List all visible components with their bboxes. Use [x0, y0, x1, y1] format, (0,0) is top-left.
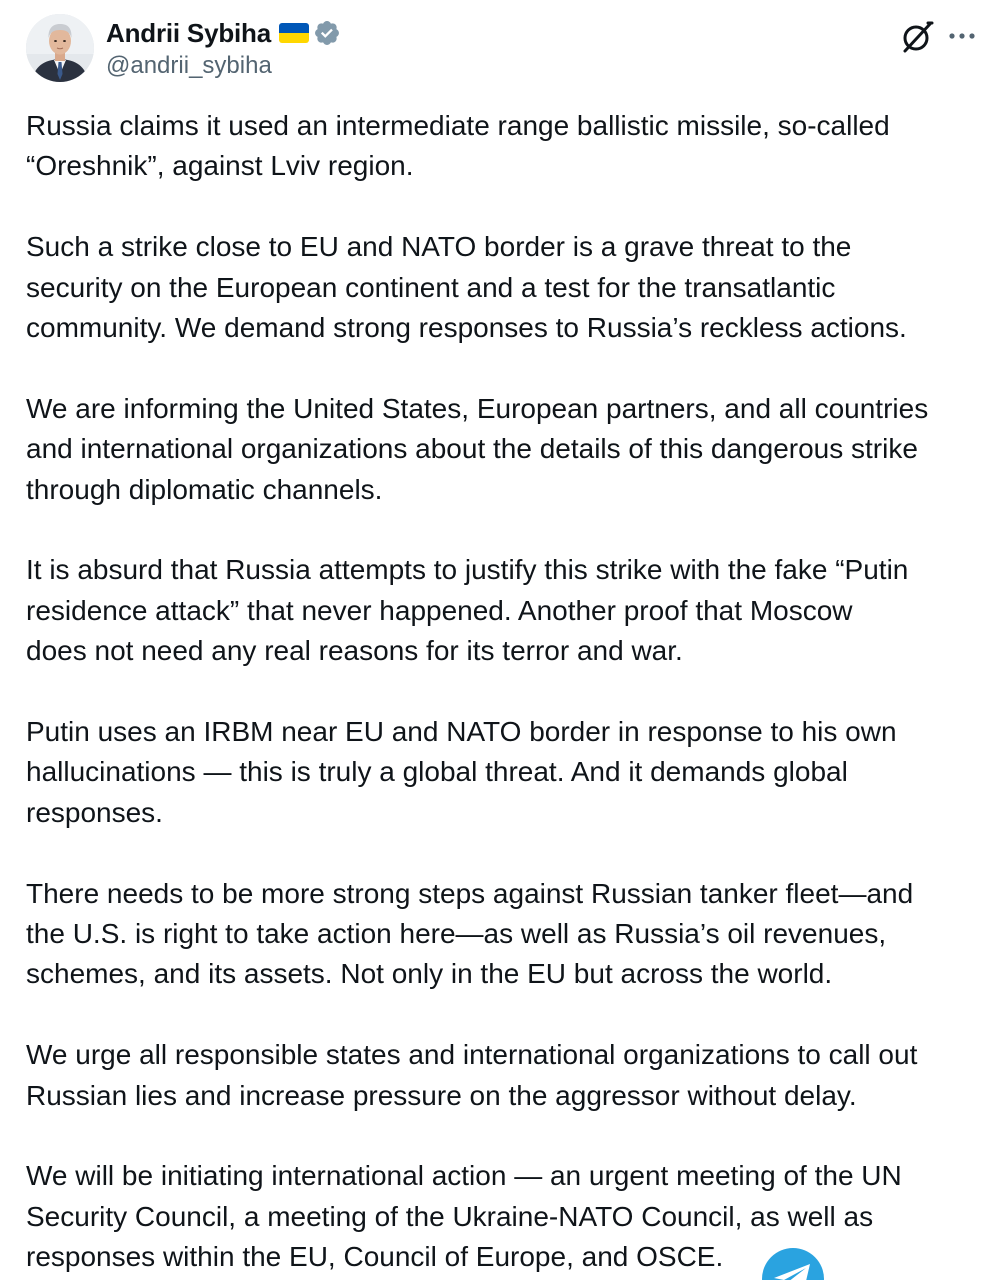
tweet-header	[26, 14, 976, 84]
author-info	[106, 16, 341, 80]
tweet-paragraph: Putin uses an IRBM near EU and NATO border in response to his own hallucinations — this is truly a global threat. And it demands global responses.	[26, 716, 897, 828]
tweet-paragraph: Russia claims it used an intermediate range ballistic missile, so-called “Oreshnik”, against Lviv region.	[26, 110, 890, 182]
author-handle[interactable]: @andrii_sybiha	[106, 52, 272, 79]
verified-badge-icon[interactable]	[313, 19, 341, 47]
tweet-paragraph: We urge all responsible states and international organizations to call out Russian lies and increase pressure on the aggressor without delay.	[26, 1039, 918, 1111]
tweet-paragraph: We are informing the United States, European partners, and all countries and international organizations about the details of this dangerous strike through diplomatic channels.	[26, 392, 929, 505]
name-row	[106, 16, 341, 50]
tweet-paragraph: There needs to be more strong steps against Russian tanker fleet—and the U.S. is right to take action here—as well as Russia’s oil revenues, schemes, and its assets. Not only in the EU but across the world.	[26, 877, 914, 990]
author-display-name[interactable]: Andrii Sybiha	[106, 17, 271, 48]
tweet-paragraph: It is absurd that Russia attempts to justify this strike with the fake “Putin residence attack” that never happened. Another proof that Moscow does not need any real reasons for its terror and war.	[26, 554, 909, 667]
ukraine-flag-icon	[279, 23, 309, 43]
more-options-icon[interactable]	[948, 24, 976, 48]
avatar[interactable]	[26, 14, 94, 82]
tweet-text	[26, 106, 982, 1280]
tweet-paragraph: Such a strike close to EU and NATO border is a grave threat to the security on the European continent and a test for the transatlantic community. We demand strong responses to Russia’s reckless actions.	[26, 231, 907, 344]
grok-icon[interactable]	[900, 20, 934, 54]
tweet-paragraph: We will be initiating international action — an urgent meeting of the UN Security Council, a meeting of the Ukraine-NATO Council, as well as responses within the EU, Council of Europe, and OSCE.	[26, 1160, 902, 1273]
